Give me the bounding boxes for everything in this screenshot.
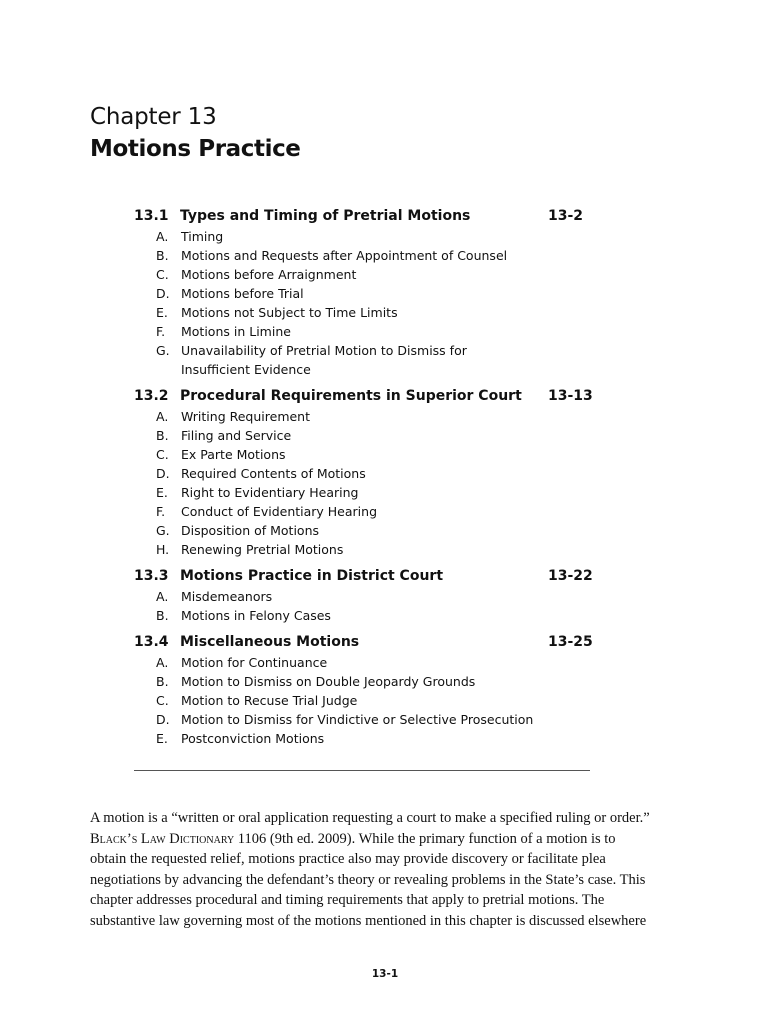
toc-subitem: [134, 303, 594, 322]
toc-subitem-text: Postconviction Motions: [181, 731, 325, 746]
toc-subitem-letter: C.: [156, 693, 169, 708]
toc-subitem-text: Writing Requirement: [181, 409, 311, 424]
toc-subitem-letter: B.: [156, 608, 169, 623]
toc-subitem-text: Disposition of Motions: [181, 523, 320, 538]
toc-subitem: [134, 710, 594, 729]
toc-subitem-letter: A.: [156, 409, 169, 424]
toc-subitem: [134, 672, 594, 691]
toc-subitem-letter: C.: [156, 267, 169, 282]
toc-subitem-letter: F.: [156, 324, 166, 339]
toc-subitem-letter: E.: [156, 305, 168, 320]
toc-subitem: [134, 587, 594, 606]
toc-subitems: [134, 653, 594, 748]
toc-subitem-text: Motions in Limine: [181, 324, 291, 339]
toc-subitems: [134, 587, 594, 625]
toc-section-page: 13-22: [548, 568, 593, 584]
toc-subitem: [134, 246, 594, 265]
toc-section: [134, 631, 594, 748]
toc-section-title: Miscellaneous Motions: [180, 634, 360, 650]
toc-subitem: [134, 729, 594, 748]
page-number: 13-1: [371, 968, 399, 980]
toc-subitem: [134, 265, 594, 284]
toc-section-page: 13-25: [548, 634, 593, 650]
toc-subitem-text: Right to Evidentiary Hearing: [181, 485, 359, 500]
toc-subitem-letter: A.: [156, 655, 169, 670]
toc-section-heading: [134, 631, 594, 653]
toc-subitem-text: Motions in Felony Cases: [181, 608, 331, 623]
chapter-number: Chapter 13: [90, 104, 217, 130]
toc-subitem: [134, 322, 594, 341]
toc-section-number: 13.1: [134, 208, 169, 224]
toc-section-page: 13-13: [548, 388, 593, 404]
toc-section-heading: [134, 385, 594, 407]
toc-section-page: 13-2: [548, 208, 584, 224]
toc-subitem: [134, 426, 594, 445]
toc-subitem: [134, 464, 594, 483]
toc-subitem: [134, 540, 594, 559]
toc-subitem-text: Motions not Subject to Time Limits: [181, 305, 398, 320]
toc-subitem-letter: A.: [156, 229, 169, 244]
toc-subitem-text: Unavailability of Pretrial Motion to Dismiss for Insufficient Evidence: [181, 343, 467, 377]
citation-title: Black’s Law Dictionary: [90, 830, 235, 847]
toc-subitem-letter: F.: [156, 504, 166, 519]
toc-subitems: [134, 407, 594, 559]
toc-subitem-letter: H.: [156, 542, 170, 557]
toc-section-number: 13.3: [134, 568, 169, 584]
section-divider: [134, 770, 590, 771]
toc-subitem-letter: G.: [156, 343, 170, 358]
toc-subitem-text: Motion to Dismiss for Vindictive or Selective Prosecution: [181, 712, 534, 727]
toc-subitem-text: Motions before Arraignment: [181, 267, 357, 282]
toc-subitem: [134, 483, 594, 502]
toc-section: [134, 205, 594, 379]
toc-subitem-letter: D.: [156, 466, 170, 481]
toc-subitem-letter: B.: [156, 428, 169, 443]
toc-section: [134, 565, 594, 625]
toc-subitem-text: Misdemeanors: [181, 589, 273, 604]
toc-section-number: 13.4: [134, 634, 169, 650]
toc-subitem-text: Motion for Continuance: [181, 655, 328, 670]
toc-subitem-letter: D.: [156, 286, 170, 301]
toc-section: [134, 385, 594, 559]
table-of-contents: [134, 205, 594, 754]
toc-subitem-letter: A.: [156, 589, 169, 604]
toc-subitem-letter: C.: [156, 447, 169, 462]
toc-subitem: [134, 691, 594, 710]
toc-section-number: 13.2: [134, 388, 169, 404]
toc-subitem-text: Filing and Service: [181, 428, 292, 443]
toc-subitem-text: Conduct of Evidentiary Hearing: [181, 504, 378, 519]
toc-subitem: [134, 521, 594, 540]
toc-subitem: [134, 606, 594, 625]
intro-paragraph: A motion is a “written or oral application requesting a court to make a specified ruling or order.” Black’s Law Dictionary 1106 (9th ed. 2009). While the primary function of a motion is to obtain the requested relief, motions practice also may provide discovery or facilitate plea negotiations by advancing the defendant’s theory or revealing problems in the State’s case. This chapter addresses procedural and timing requirements that apply to pretrial motions. The substantive law governing most of the motions mentioned in this chapter is discussed elsewhere: [90, 810, 650, 929]
toc-subitem-text: Timing: [181, 229, 224, 244]
toc-subitem-text: Ex Parte Motions: [181, 447, 286, 462]
toc-subitem-letter: B.: [156, 248, 169, 263]
toc-section-heading: [134, 205, 594, 227]
toc-subitem-text: Required Contents of Motions: [181, 466, 366, 481]
toc-subitems: [134, 227, 594, 379]
toc-subitem-letter: G.: [156, 523, 170, 538]
toc-subitem: [134, 227, 594, 246]
toc-subitem: [134, 653, 594, 672]
toc-subitem-text: Motions before Trial: [181, 286, 304, 301]
toc-section-title: Types and Timing of Pretrial Motions: [180, 208, 471, 224]
toc-subitem-text: Motions and Requests after Appointment of Counsel: [181, 248, 508, 263]
toc-subitem-text: Renewing Pretrial Motions: [181, 542, 344, 557]
toc-section-heading: [134, 565, 594, 587]
chapter-title: Motions Practice: [90, 136, 301, 162]
toc-subitem-text: Motion to Dismiss on Double Jeopardy Grounds: [181, 674, 476, 689]
toc-section-title: Procedural Requirements in Superior Court: [180, 388, 522, 404]
toc-subitem-letter: E.: [156, 485, 168, 500]
toc-subitem-letter: E.: [156, 731, 168, 746]
toc-subitem: [134, 502, 594, 521]
toc-subitem: [134, 445, 594, 464]
toc-subitem-text: Motion to Recuse Trial Judge: [181, 693, 358, 708]
toc-subitem: [134, 341, 594, 379]
toc-subitem-letter: B.: [156, 674, 169, 689]
toc-section-title: Motions Practice in District Court: [180, 568, 444, 584]
toc-subitem: [134, 407, 594, 426]
toc-subitem: [134, 284, 594, 303]
toc-subitem-letter: D.: [156, 712, 170, 727]
